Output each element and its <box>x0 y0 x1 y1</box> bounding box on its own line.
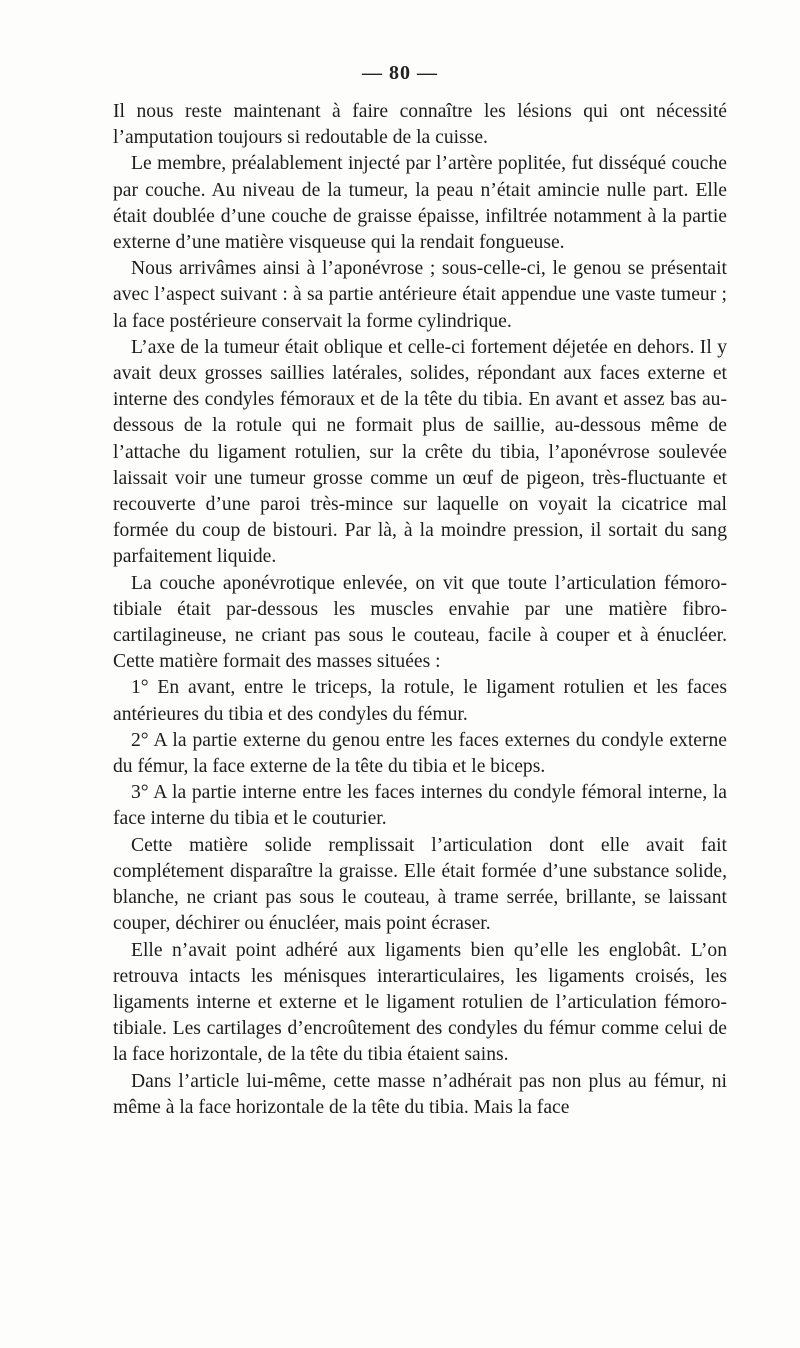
paragraph: Dans l’article lui-même, cette masse n’adhérait pas non plus au fémur, ni même à la face horizontale de la tête du tibia. Mais la face <box>113 1070 727 1118</box>
paragraph: Cette matière solide remplissait l’articulation dont elle avait fait complétement disparaître la graisse. Elle était formée d’une substance solide, blanche, ne criant pas sous le couteau, à trame serrée, brillante, se laissant couper, déchirer ou énucléer, mais point écraser. <box>113 834 727 935</box>
paragraph: 2° A la partie externe du genou entre les faces externes du condyle externe du fémur, la face externe de la tête du tibia et le biceps. <box>113 729 727 778</box>
paragraph: Le membre, préalablement injecté par l’artère poplitée, fut disséqué couche par couche. Au niveau de la tumeur, la peau n’était amincie nulle part. Elle était doublée d’une couche de graisse épaisse, infiltrée notamment à la partie externe d’une matière visqueuse qui la rendait fongueuse. <box>113 153 727 254</box>
page-number: — 80 — <box>362 62 438 84</box>
paragraph: La couche aponévrotique enlevée, on vit que toute l’articulation fémoro-tibiale était par-dessous les muscles envahie par une matière fibro-cartilagineuse, ne criant pas sous le couteau, facile à couper et à énucléer. Cette matière formait des masses situées : <box>113 572 727 673</box>
paragraph: Nous arrivâmes ainsi à l’aponévrose ; sous-celle-ci, le genou se présentait avec l’aspect suivant : à sa partie antérieure était appendue une vaste tumeur ; la face postérieure conservait la forme cylindrique. <box>113 258 727 332</box>
paragraph: L’axe de la tumeur était oblique et celle-ci fortement déjetée en dehors. Il y avait deux grosses saillies latérales, solides, répondant aux faces externe et interne des condyles fémoraux et de la tête du tibia. En avant et assez bas au-dessous de la rotule qui ne formait plus de saillie, au-dessous même de l’attache du ligament rotulien, sur la crête du tibia, l’aponévrose soulevée laissait voir une tumeur grosse comme un œuf de pigeon, très-fluctuante et recouverte d’une paroi très-mince sur laquelle on voyait la cicatrice mal formée du coup de bistouri. Par là, à la moindre pression, il sortait du sang parfaitement liquide. <box>113 336 727 568</box>
paragraph: Il nous reste maintenant à faire connaître les lésions qui ont nécessité l’amputation toujours si redoutable de la cuisse. <box>113 101 727 149</box>
paragraph: 1° En avant, entre le triceps, la rotule, le ligament rotulien et les faces antérieures du tibia et des condyles du fémur. <box>113 677 727 725</box>
body-text <box>113 99 727 1121</box>
paragraph: Elle n’avait point adhéré aux ligaments bien qu’elle les englobât. L’on retrouva intacts les ménisques interarticulaires, les ligaments croisés, les ligaments interne et externe et le ligament rotulien de l’articulation fémoro-tibiale. Les cartilages d’encroûtement des condyles du fémur comme celui de la face horizontale, de la tête du tibia étaient sains. <box>113 939 727 1066</box>
paragraph: 3° A la partie interne entre les faces internes du condyle fémoral interne, la face interne du tibia et le couturier. <box>113 782 727 830</box>
